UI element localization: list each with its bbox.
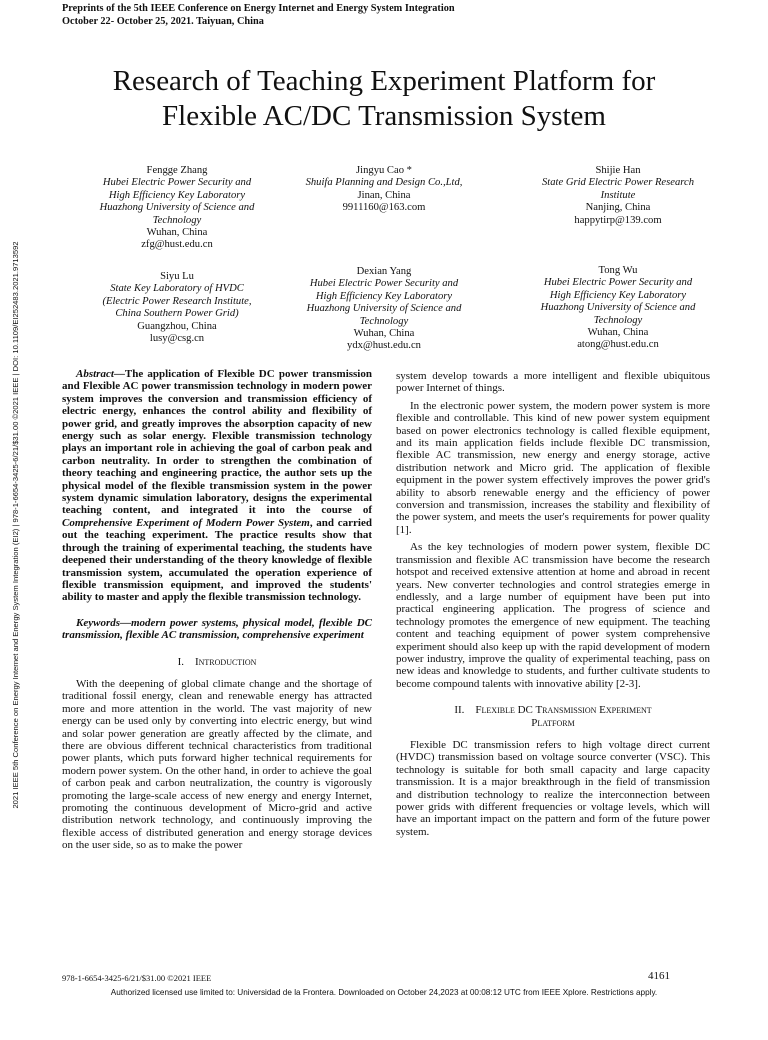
author-block [276,266,492,353]
author-affiliation: Huazhong University of Science and [99,202,255,214]
author-affiliation: Shuifa Planning and Design Co.,Ltd, [305,177,463,189]
author-city: Guangzhou, China [137,320,217,332]
author-email[interactable]: ydx@hust.edu.cn [347,340,421,352]
author-city: Wuhan, China [146,227,208,239]
author-affiliation: Huazhong University of Science and [306,303,462,315]
author-name: Tong Wu [598,265,638,276]
section-heading-line: II. Flexible DC Transmission Experiment [454,704,652,717]
body-paragraph: Flexible DC transmission refers to high voltage direct current (HVDC) transmission based on voltage source converter (VSC). This technology is suitable for both small capacity and large capacity transmission. It is a major breakthrough in the field of transmission and distribution technology to realize the interconnection between power grids with different frequencies or voltage levels, which will have an important impact on the pattern and form of the future power system. [396,738,710,838]
author-affiliation: Hubei Electric Power Security and [543,277,693,289]
author-affiliation: Institute [600,189,636,201]
doi-sidebar: 2021 IEEE 5th Conference on Energy Internet and Energy System Integration (EI2) | 978-1-6654-3425-6/21/$31.00 ©2021 IEEE | DOI: 10.1109/EI252483.2021.9713592 [11,241,20,809]
section-heading-flexible-dc [396,704,710,729]
author-city: Wuhan, China [353,328,415,340]
body-paragraph: In the electronic power system, the modern power system is more flexible and controllable. This kind of new power system equipment based on power electronics technology is called flexible equipment, and its main application fields include flexible DC transmission, flexible AC transmission, new energy and energy storage, active distribution network and Micro grid. The application of flexible equipment in the power system effectively improves the power grid's ability to absorb renewable energy and the efficiency of power conversion and transmission, increases the stability and flexibility of the power system, and meets the user's requirements for power quality [1]. [396,399,710,536]
keywords: Keywords—modern power systems, physical model, flexible DC transmission, flexible AC transmission, comprehensive experiment [62,616,372,642]
conference-date-line: October 22- October 25, 2021. Taiyuan, China [62,16,264,27]
author-block [62,165,292,252]
abstract-label: Abstract [76,368,114,380]
author-name: Shijie Han [595,165,641,176]
author-affiliation: Technology [152,214,202,226]
body-paragraph: With the deepening of global climate change and the shortage of traditional fossil energy, clean and renewable energy has attracted more and more attention in the world. The vast majority of new energy can be used only by converting into electric energy, but wind and solar power generation are greatly affected by the climate, and there are obvious different technical characteristics from traditional power plants, which puts forward higher technical requirements for modern power system. On the other hand, in order to achieve the goal of carbon peak and carbon neutralization, the country is vigorously promoting the large-scale access of new energy and energy Internet, promoting the continuous development of Micro-grid and active distribution network technology, and continuously improving the flexible access of distributed generation and energy storage devices on the user side, so as to make the power [62,677,372,852]
copyright-footer: 978-1-6654-3425-6/21/$31.00 ©2021 IEEE [62,973,212,983]
author-affiliation: Huazhong University of Science and [540,302,696,314]
author-city: Jinan, China [357,189,411,201]
author-affiliation: Hubei Electric Power Security and [309,278,459,290]
author-name: Dexian Yang [356,266,412,277]
title-line-2: Flexible AC/DC Transmission System [162,100,606,132]
author-affiliation: High Efficiency Key Laboratory [108,189,246,201]
author-city: Nanjing, China [585,202,651,214]
abstract [62,368,372,604]
author-name: Jingyu Cao * [356,165,412,176]
right-column [396,370,710,838]
conference-line: Preprints of the 5th IEEE Conference on Energy Internet and Energy System Integration [62,3,455,14]
license-notice: Authorized licensed use limited to: Universidad de la Frontera. Downloaded on October 24,2023 at 00:08:12 UTC from IEEE Xplore. Restrictions apply. [110,988,658,997]
page-number: 4161 [648,970,670,982]
body-paragraph: system develop towards a more intelligent and flexible ubiquitous power Internet of things. [396,370,710,395]
conference-header [62,2,455,28]
author-email[interactable]: 9911160@163.com [342,202,426,214]
section-heading-line: Platform [531,716,575,729]
abstract-text-end: , and carried out the teaching experiment. The practice results show that through the training of experimental teaching, the students have deepened their understanding of the theory knowledge of flexible transmission system, accumulated the operation experience of flexible transmission equipment, and improved the students' ability to master and apply the flexible transmission technology. [62,516,372,604]
paper-title [40,64,728,134]
author-email[interactable]: lusy@csg.cn [149,333,205,345]
title-line-1: Research of Teaching Experiment Platform for [112,65,656,97]
author-block [276,165,492,215]
author-affiliation: Technology [359,315,409,327]
author-affiliation: State Grid Electric Power Research [541,177,694,189]
section-heading-introduction: I. Introduction [177,655,257,668]
author-affiliation: China Southern Power Grid) [115,308,239,320]
author-affiliation: High Efficiency Key Laboratory [315,290,453,302]
author-affiliation: State Key Laboratory of HVDC [110,283,244,295]
author-city: Wuhan, China [587,327,649,339]
author-affiliation: (Electric Power Research Institute, [102,295,252,307]
author-email[interactable]: happytirp@139.com [574,214,662,226]
author-affiliation: High Efficiency Key Laboratory [549,289,687,301]
author-block [508,165,728,227]
body-paragraph: As the key technologies of modern power system, flexible DC transmission and flexible AC transmission have become the research hotspot and received extensive attention at home and abroad in recent years. New converter technologies and control strategies emerge in endlessly, and a large number of equipment have been put into practical engineering application. The progress of science and technology promotes the emergence of new equipment. The teaching content and teaching equipment of power system comprehensive experiment should also keep up with the rapid development of modern power industry, improve the quality of experimental teaching, pass on new ideas and knowledge to students, and further cultivate students to become compound talents with innovative ability [2-3]. [396,541,710,690]
course-title: Comprehensive Experiment of Modern Power System [62,516,310,529]
author-name: Fengge Zhang [146,165,208,176]
author-name: Siyu Lu [160,271,194,282]
author-block [62,271,292,345]
author-affiliation: Technology [593,314,643,326]
left-column [62,368,372,852]
abstract-text: —The application of Flexible DC power transmission and Flexible AC power transmission technology in modern power system improves the conversion and transmission efficiency of electric energy, enhances the control ability and flexibility of power grid, and greatly improves the absorption capacity of new energy such as solar energy. Flexible transmission technology plays an important role in achieving the goal of carbon peak and carbon neutrality. In order to strengthen the combination of theory teaching and engineering practice, the author sets up the physical model of the flexible transmission system in the power system dynamic simulation laboratory, designs the experimental teaching content, and integrated it into the course of [62,368,372,517]
author-block [508,265,728,352]
author-email[interactable]: zfg@hust.edu.cn [141,239,213,251]
author-email[interactable]: atong@hust.edu.cn [577,339,659,351]
author-affiliation: Hubei Electric Power Security and [102,177,252,189]
